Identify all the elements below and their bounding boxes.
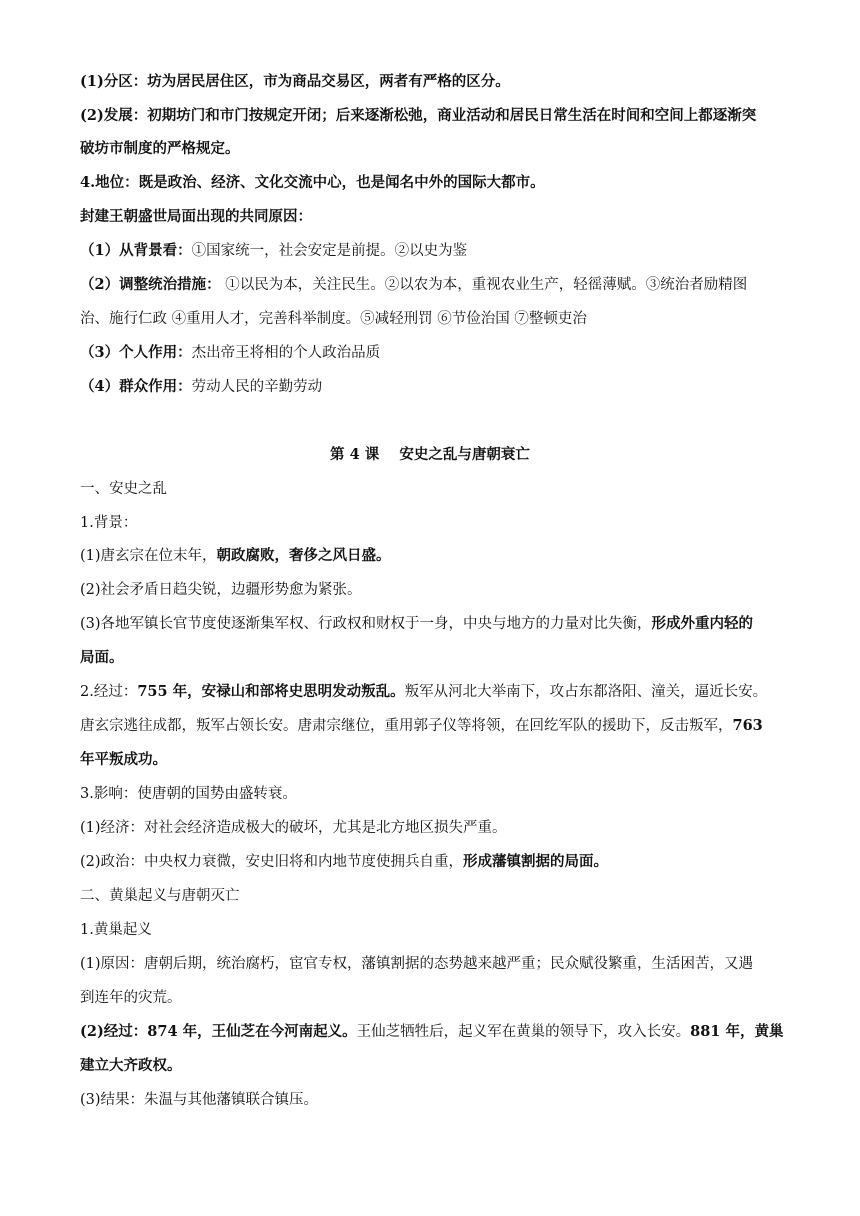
text-line [80,275,786,295]
text-line: (2)发展：初期坊门和市门按规定开闭；后来逐渐松弛，商业活动和居民日常生活在时间和空间上都逐渐突 [80,107,757,124]
text-emphasis: 形成藩镇割据的局面。 [463,853,609,870]
text-label: （1）从背景看： [80,242,192,259]
text-line: (1)分区：坊为居民居住区，市为商品交易区，两者有严格的区分。 [80,73,510,90]
text-emphasis: (2)经过：874 年，王仙芝在今河南起义。 [80,1023,357,1040]
text-emphasis: 朝政腐败，奢侈之风日盛。 [216,547,391,564]
text-line: 到连年的灾荒。 [80,990,182,1006]
text-line: 建立大齐政权。 [80,1057,182,1074]
text-line: 1.黄巢起义 [80,922,152,938]
text-line: (1)原因：唐朝后期，统治腐朽，宦官专权，藩镇割据的态势越来越严重；民众赋役繁重，生活困苦，又遇 [80,956,754,972]
text-line: 破坊市制度的严格规定。 [80,140,240,157]
text-line: 4.地位：既是政治、经济、文化交流中心，也是闻名中外的国际大都市。 [80,174,545,191]
text-line [80,682,786,702]
text-body: 叛军从河北大举南下，攻占东都洛阳、潼关，逼近长安。 [404,684,768,700]
text-label: （2）调整统治措施： [80,276,221,293]
text-body: (2)政治：中央权力衰微，安史旧将和内地节度使拥兵自重， [80,854,464,870]
text-line [80,241,786,261]
text-line [80,1022,786,1042]
text-body: ①国家统一，社会安定是前提。②以史为鉴 [191,243,468,259]
text-emphasis: 763 [732,717,763,734]
text-line: (2)社会矛盾日趋尖锐，边疆形势愈为紧张。 [80,582,362,598]
text-emphasis: 形成外重内轻的 [651,615,754,632]
text-line: (3)结果：朱温与其他藩镇联合镇压。 [80,1092,319,1108]
text-line: (1)经济：对社会经济造成极大的破坏，尤其是北方地区损失严重。 [80,820,507,836]
text-line [80,852,786,872]
text-line [80,546,786,566]
text-body: 唐玄宗逃往成都，叛军占领长安。唐肃宗继位，重用郭子仪等将领，在回纥军队的援助下，反击叛军， [80,718,733,734]
text-body: ①以民为本，关注民生。②以农为本，重视农业生产，轻徭薄赋。③统治者励精图 [220,277,748,293]
text-body: 杰出帝王将相的个人政治品质 [191,345,381,361]
text-line: 局面。 [80,649,124,666]
text-body: 劳动人民的辛勤劳动 [191,379,323,395]
section-heading: 二、黄巢起义与唐朝灭亡 [80,888,240,904]
text-body: (3)各地军镇长官节度使逐渐集军权、行政权和财权于一身，中央与地方的力量对比失衡， [80,616,652,632]
text-label: （3）个人作用： [80,344,192,361]
text-line: 封建王朝盛世局面出现的共同原因： [80,208,312,225]
text-line: 3.影响：使唐朝的国势由盛转衰。 [80,786,297,802]
text-line: 治、施行仁政 ④重用人才，完善科举制度。⑤减轻刑罚 ⑥节俭治国 ⑦整顿吏治 [80,311,587,327]
text-line [80,716,786,736]
text-body: 王仙芝牺牲后，起义军在黄巢的领导下，攻入长安。 [356,1024,691,1040]
text-body: 2.经过： [80,684,138,700]
text-label: （4）群众作用： [80,378,192,395]
section-heading: 一、安史之乱 [80,481,167,497]
text-line: 1.背景： [80,515,138,531]
text-line: 年平叛成功。 [80,751,167,768]
text-emphasis: 881 年，黄巢 [690,1023,784,1040]
text-body: (1)唐玄宗在位末年， [80,548,217,564]
text-line [80,377,786,397]
text-emphasis: 755 年，安禄山和部将史思明发动叛乱。 [137,683,405,700]
text-line [80,614,786,634]
lesson-title: 第 4 课 安史之乱与唐朝衰亡 [330,446,530,463]
text-line [80,343,786,363]
